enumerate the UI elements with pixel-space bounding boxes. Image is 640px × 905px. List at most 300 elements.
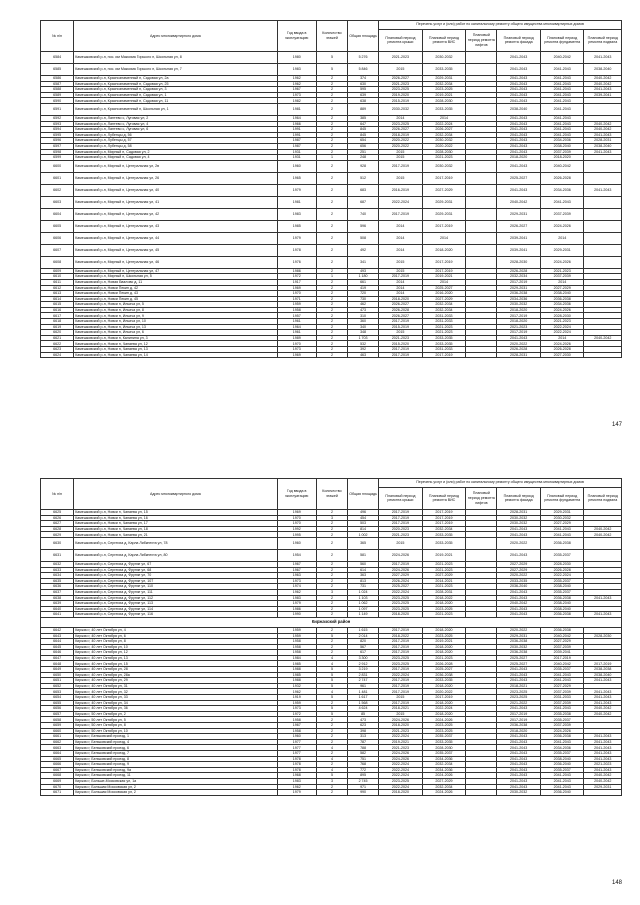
row-address: Киржач г, 40 лет Октября ул, 31 [74, 683, 277, 689]
row-number: 6649 [41, 667, 74, 673]
row-year: 1986 [277, 268, 316, 274]
column-header-number: № п/п [41, 479, 74, 510]
row-number: 6669 [41, 778, 74, 784]
row-year: 1962 [277, 81, 316, 87]
row-area: 788 [348, 745, 379, 751]
row-year: 1972 [277, 711, 316, 717]
row-period: 2014 [540, 279, 584, 285]
row-year: 1962 [277, 76, 316, 82]
row-period: 2041-2043 [584, 695, 622, 701]
row-period: 2018-2022 [379, 633, 423, 639]
row-period: 2018-2020 [422, 683, 466, 689]
row-period: 2036-2038 [497, 723, 541, 729]
row-period: 2041-2043 [497, 750, 541, 756]
row-number: 6657 [41, 711, 74, 717]
row-floors: 5 [316, 773, 347, 779]
row-period: 2017-2019 [379, 678, 423, 684]
row-period: 2041-2043 [497, 149, 541, 155]
row-period: 2014 [422, 115, 466, 121]
row-number: 6668 [41, 773, 74, 779]
row-number: 6587 [41, 81, 74, 87]
row-area: 768 [348, 762, 379, 768]
row-area: 582 [348, 750, 379, 756]
row-area: 687 [348, 196, 379, 208]
row-period: 2027-2029 [422, 184, 466, 196]
row-period: 2032-2034 [422, 526, 466, 532]
row-floors: 2 [316, 606, 347, 612]
row-number: 6653 [41, 689, 74, 695]
row-period: 2025-2027 [422, 285, 466, 291]
row-period: 2040-2042 [584, 532, 622, 538]
row-period: 2018-2020 [497, 307, 541, 313]
row-floors: 5 [316, 52, 347, 64]
row-number: 6670 [41, 784, 74, 790]
row-address: Киржач г, Больше-Московская ул, 1а [74, 778, 277, 784]
row-period: 2017-2019 [422, 256, 466, 268]
row-address: Камешковский р-н, Новки п, Ильича ул, 8 [74, 307, 277, 313]
row-period: 2034-2036 [540, 302, 584, 308]
row-area: 454 [348, 515, 379, 521]
row-floors: 2 [316, 644, 347, 650]
row-address: Камешковский р-н, Новки Пекин д, 42 [74, 285, 277, 291]
row-year: 1962 [277, 689, 316, 695]
row-area: 638 [348, 98, 379, 104]
row-floors: 2 [316, 739, 347, 745]
row-area: 398 [348, 728, 379, 734]
row-period: 2036-2040 [497, 584, 541, 590]
row-floors: 2 [316, 784, 347, 790]
table-row [41, 256, 622, 268]
row-area: 1 002 [348, 532, 379, 538]
row-year: 1966 [277, 121, 316, 127]
row-floors: 2 [316, 220, 347, 232]
row-period: 2028-2031 [584, 138, 622, 144]
row-period: 2028-2030 [584, 633, 622, 639]
row-period: 2040-2042 [497, 196, 541, 208]
row-number: 6662 [41, 739, 74, 745]
row-floors: 2 [316, 285, 347, 291]
row-number: 6635 [41, 578, 74, 584]
row-period: 2014 [379, 244, 423, 256]
row-year: 1958 [277, 644, 316, 650]
row-period: 2024-2026 [540, 341, 584, 347]
row-number: 6637 [41, 589, 74, 595]
row-period: 2038-2040 [540, 601, 584, 607]
row-period: 2017-2019 [497, 279, 541, 285]
row-area: 661 [348, 279, 379, 285]
row-period: 2028-2030 [540, 561, 584, 567]
table-row [41, 52, 622, 64]
row-period: 2014 [540, 335, 584, 341]
row-area: 567 [348, 644, 379, 650]
header-row [41, 479, 622, 488]
row-period: 2029-2031 [540, 244, 584, 256]
row-floors: 2 [316, 143, 347, 149]
row-year: 1958 [277, 728, 316, 734]
row-address: Камешковский р-н, Новки п, Чапаева ул, 21 [74, 532, 277, 538]
row-floors: 2 [316, 121, 347, 127]
row-period: 2014 [379, 279, 423, 285]
row-period: 2032-2034 [422, 307, 466, 313]
row-period: 2027-2029 [497, 567, 541, 573]
row-period: 2015-2019 [379, 98, 423, 104]
row-period: 2022-2024 [379, 734, 423, 740]
row-period: 2041-2043 [584, 689, 622, 695]
row-year: 1982 [277, 98, 316, 104]
row-period: 2035-2037 [540, 717, 584, 723]
row-period: 2026-2027 [379, 76, 423, 82]
row-year: 1980 [277, 52, 316, 64]
row-area: 1 062 [348, 601, 379, 607]
row-period: 2033-2035 [422, 678, 466, 684]
column-header-period: Плановый период ремонта фасада [497, 487, 541, 510]
row-number: 6599 [41, 155, 74, 161]
row-period: 2034-2036 [540, 745, 584, 751]
row-period: 2041-2043 [497, 184, 541, 196]
row-period: 2016-2019 [379, 184, 423, 196]
row-address: Камешковский р-н, Мирный п, Центральная ул, 2в [74, 160, 277, 172]
row-period [466, 160, 497, 172]
row-period: 2024-2026 [540, 728, 584, 734]
row-number: 6655 [41, 700, 74, 706]
row-period: 2017-2019 [422, 352, 466, 358]
row-period: 2031-2033 [540, 695, 584, 701]
row-floors: 2 [316, 549, 347, 561]
row-period: 2038-2040 [540, 143, 584, 149]
row-period: 2022-2024 [422, 121, 466, 127]
row-period: 2038-2040 [584, 143, 622, 149]
row-year: 1995 [277, 532, 316, 538]
row-period: 2018-2020 [540, 155, 584, 161]
row-address: Камешковский р-н, Краснознаменный п, Школьная ул, 1 [74, 103, 277, 115]
row-number: 6632 [41, 561, 74, 567]
row-area: 5 276 [348, 52, 379, 64]
row-floors: 2 [316, 76, 347, 82]
row-area: 2 014 [348, 633, 379, 639]
row-period: 2028-2031 [497, 510, 541, 516]
row-year: 1979 [277, 184, 316, 196]
row-period: 2021-2023 [379, 532, 423, 538]
row-period [466, 244, 497, 256]
row-address: Камешковский р-н, Лаптево с, Луговая ул, 4 [74, 121, 277, 127]
row-period: 2032-2034 [422, 81, 466, 87]
row-period: 2027-2029 [422, 778, 466, 784]
table-row [41, 244, 622, 256]
row-year: 1968 [277, 773, 316, 779]
row-period: 2014 [379, 285, 423, 291]
row-area: 473 [348, 307, 379, 313]
row-area: 820 [348, 639, 379, 645]
row-period: 2017-2019 [379, 644, 423, 650]
row-period: 2041-2043 [540, 98, 584, 104]
row-period: 2018-2020 [422, 601, 466, 607]
row-period: 2021-2023 [540, 319, 584, 325]
row-period: 2033-2035 [422, 64, 466, 76]
row-address: Камешковский р-н, Лубенцы д, 56 [74, 132, 277, 138]
row-number: 6626 [41, 515, 74, 521]
row-year: 1959 [277, 700, 316, 706]
row-year: 1974 [277, 584, 316, 590]
header-row [41, 21, 622, 30]
row-number: 6643 [41, 633, 74, 639]
row-year: 1979 [277, 601, 316, 607]
row-area: 581 [348, 549, 379, 561]
row-floors: 2 [316, 92, 347, 98]
row-period: 2017-2019 [379, 515, 423, 521]
row-number: 6612 [41, 285, 74, 291]
row-period: 2026-2028 [497, 347, 541, 353]
row-number: 6588 [41, 87, 74, 93]
row-period: 2017-2019 [379, 160, 423, 172]
row-floors: 5 [316, 678, 347, 684]
row-number: 6606 [41, 232, 74, 244]
row-period: 2041-2043 [540, 103, 584, 115]
row-period: 2041-2043 [584, 52, 622, 64]
column-header-period: Плановый период ремонта ВИС [422, 29, 466, 52]
row-period: 2020-2022 [379, 143, 423, 149]
row-floors: 1 [316, 274, 347, 280]
row-number: 6656 [41, 706, 74, 712]
row-floors: 5 [316, 64, 347, 76]
row-period: 2041-2043 [497, 589, 541, 595]
row-period: 2023-2025 [422, 723, 466, 729]
row-period: 2021-2023 [422, 612, 466, 618]
row-period: 2041-2043 [497, 52, 541, 64]
row-number: 6658 [41, 717, 74, 723]
table-row [41, 196, 622, 208]
row-floors: 5 [316, 683, 347, 689]
row-year: 1959 [277, 302, 316, 308]
row-number: 6600 [41, 160, 74, 172]
row-year: 1983 [277, 778, 316, 784]
row-period: 2041-2043 [540, 121, 584, 127]
row-area: 374 [348, 76, 379, 82]
row-floors: 2 [316, 639, 347, 645]
row-area: 814 [348, 526, 379, 532]
row-floors: 3 [316, 589, 347, 595]
row-address: Камешковский р-н, Краснознаменный п, Садовая ул, 2а [74, 76, 277, 82]
row-area: 596 [348, 220, 379, 232]
row-period: 2024-2026 [422, 790, 466, 796]
row-period: 2015 [379, 172, 423, 184]
row-period: 2023-2025 [379, 661, 423, 667]
row-period: 2024-2026 [540, 220, 584, 232]
row-year: 1987 [277, 138, 316, 144]
row-address: Камешковский р-н, Лаптево с, Луговая ул, 6 [74, 127, 277, 133]
row-area: 720 [348, 291, 379, 297]
row-period: 2041-2043 [497, 335, 541, 341]
row-area: 1 024 [348, 589, 379, 595]
row-period: 2041-2043 [497, 121, 541, 127]
row-floors: 2 [316, 734, 347, 740]
row-address: Киржач г, 40 лет Октября ул, 28а [74, 672, 277, 678]
row-period: 2021-2023 [422, 584, 466, 590]
row-area: 363 [348, 573, 379, 579]
row-area: 5 846 [348, 64, 379, 76]
row-period: 2018-2020 [379, 790, 423, 796]
section-title: Киржачский район [41, 617, 622, 627]
row-area: 656 [348, 143, 379, 149]
row-address: Киржач г, Бельковский проезд, 8 [74, 756, 277, 762]
row-floors: 2 [316, 98, 347, 104]
row-address: Киржач г, 40 лет Октября ул, 8 [74, 639, 277, 645]
row-period: 2036-2038 [422, 672, 466, 678]
row-period: 2022-2024 [379, 767, 423, 773]
row-period: 2035-2037 [540, 767, 584, 773]
row-period: 2029-2031 [422, 208, 466, 220]
row-floors: 2 [316, 268, 347, 274]
column-header-period: Плановый период ремонта подвала [584, 487, 622, 510]
row-period: 2029-2031 [584, 784, 622, 790]
row-period [466, 232, 497, 244]
row-period: 2041-2043 [497, 115, 541, 121]
row-period: 2041-2043 [497, 784, 541, 790]
row-period: 2041-2043 [540, 784, 584, 790]
row-area: 683 [348, 184, 379, 196]
row-address: Киржач г, 50 лет Октября ул, 2 [74, 711, 277, 717]
row-number: 6639 [41, 601, 74, 607]
row-period [584, 244, 622, 256]
row-period: 2021-2023 [540, 268, 584, 274]
row-period: 2041-2043 [584, 87, 622, 93]
row-number: 6608 [41, 256, 74, 268]
row-period: 2033-2035 [422, 335, 466, 341]
row-floors: 2 [316, 313, 347, 319]
row-year: 1978 [277, 244, 316, 256]
row-area: 647 [348, 121, 379, 127]
row-period [584, 256, 622, 268]
row-period: 2028-2031 [422, 589, 466, 595]
row-year: 1983 [277, 595, 316, 601]
row-period: 2041-2043 [497, 98, 541, 104]
row-year: 1989 [277, 335, 316, 341]
row-year: 1961 [277, 330, 316, 336]
row-year: 1992 [277, 526, 316, 532]
row-number: 6585 [41, 64, 74, 76]
row-period: 2041-2043 [497, 739, 541, 745]
row-floors: 2 [316, 717, 347, 723]
row-area: 496 [348, 510, 379, 516]
row-period: 2031-2033 [422, 313, 466, 319]
row-period [466, 196, 497, 208]
row-area: 313 [348, 734, 379, 740]
row-floors: 2 [316, 208, 347, 220]
row-address: Камешковский р-н, Мирный п, Центральная ул, 47 [74, 268, 277, 274]
row-number: 6596 [41, 138, 74, 144]
row-year: 1960 [277, 537, 316, 549]
row-floors: 2 [316, 160, 347, 172]
row-period [466, 64, 497, 76]
row-period: 2017-2019 [379, 639, 423, 645]
column-header-number: № п/п [41, 21, 74, 52]
row-period: 2026-2028 [540, 347, 584, 353]
row-period: 2017-2019 [379, 352, 423, 358]
row-area: 251 [348, 149, 379, 155]
row-period: 2023-2025 [379, 595, 423, 601]
row-floors: 2 [316, 700, 347, 706]
row-address: Камешковский р-н, Новки п, Ильича ул, 6 [74, 330, 277, 336]
row-period [584, 172, 622, 184]
row-period [584, 208, 622, 220]
row-number: 6615 [41, 302, 74, 308]
row-address: Киржач г, Большая Московская ул, 2 [74, 784, 277, 790]
row-period: 2038-2040 [497, 103, 541, 115]
column-header-period: Плановый период ремонта фундамента [540, 487, 584, 510]
table-header [41, 479, 622, 510]
row-address: Камешковский р-н, Новки п, Чапаева ул, 15 [74, 510, 277, 516]
row-year: 1991 [277, 132, 316, 138]
row-floors: 2 [316, 256, 347, 268]
row-period: 2028-2030 [422, 745, 466, 751]
row-number: 6654 [41, 695, 74, 701]
row-address: Камешковский р-н, Новки п, Калинина ул, 3 [74, 335, 277, 341]
row-year: 1987 [277, 143, 316, 149]
row-period: 2023-2025 [497, 689, 541, 695]
row-address: Камешковский р-н, Мирный п, Садовая ул, 4 [74, 155, 277, 161]
row-floors: 2 [316, 762, 347, 768]
row-period: 2015-2020 [379, 341, 423, 347]
row-area: 360 [348, 319, 379, 325]
row-period: 2040-2042 [584, 121, 622, 127]
row-period: 2041-2043 [584, 767, 622, 773]
row-period: 2041-2043 [497, 667, 541, 673]
row-address: Камешковский р-н, Новки Пекин д, 43 [74, 291, 277, 297]
row-period: 2032-2034 [422, 762, 466, 768]
row-period: 2017-2019 [422, 515, 466, 521]
row-period: 2014 [422, 279, 466, 285]
row-floors: 2 [316, 291, 347, 297]
row-period: 2041-2043 [540, 81, 584, 87]
row-area: 623 [348, 723, 379, 729]
row-area: 248 [348, 155, 379, 161]
row-period: 2038-2040 [584, 64, 622, 76]
row-period: 2015 [379, 711, 423, 717]
row-year: 1970 [277, 521, 316, 527]
row-period: 2023-2025 [379, 655, 423, 661]
row-period: 2041-2043 [497, 606, 541, 612]
row-period: 2027-2029 [379, 573, 423, 579]
row-period: 2025-2027 [497, 172, 541, 184]
row-period: 2022-2024 [422, 706, 466, 712]
row-period: 2038-2038 [584, 667, 622, 673]
row-period: 2040-2042 [540, 160, 584, 172]
column-header-group: Перечень услуг и (или) работ по капитальному ремонту общего имущества многоквартирных домов [379, 21, 622, 30]
row-year: 1978 [277, 762, 316, 768]
row-number: 6584 [41, 52, 74, 64]
row-number: 6631 [41, 549, 74, 561]
table-body [41, 52, 622, 358]
row-area: 813 [348, 578, 379, 584]
row-period: 2024-2026 [379, 567, 423, 573]
row-period: 2017-2019 [422, 268, 466, 274]
row-area: 341 [348, 256, 379, 268]
row-period: 2041-2043 [540, 526, 584, 532]
row-period: 2022-2024 [540, 324, 584, 330]
column-header-area: Общая площадь [348, 479, 379, 510]
row-year: 1970 [277, 291, 316, 297]
row-area: 1 703 [348, 335, 379, 341]
row-address: Киржач г, 40 лет Октября ул, 34 [74, 700, 277, 706]
row-period: 2027-2029 [497, 561, 541, 567]
row-period: 2022-2024 [540, 330, 584, 336]
row-period: 2039-2041 [584, 92, 622, 98]
row-area: 595 [348, 87, 379, 93]
row-period: 2041-2043 [497, 773, 541, 779]
row-period: 2027-2030 [540, 352, 584, 358]
row-year: 1985 [277, 220, 316, 232]
row-period: 2041-2043 [584, 149, 622, 155]
row-address: Киржач г, 40 лет Октября ул, 29 [74, 678, 277, 684]
